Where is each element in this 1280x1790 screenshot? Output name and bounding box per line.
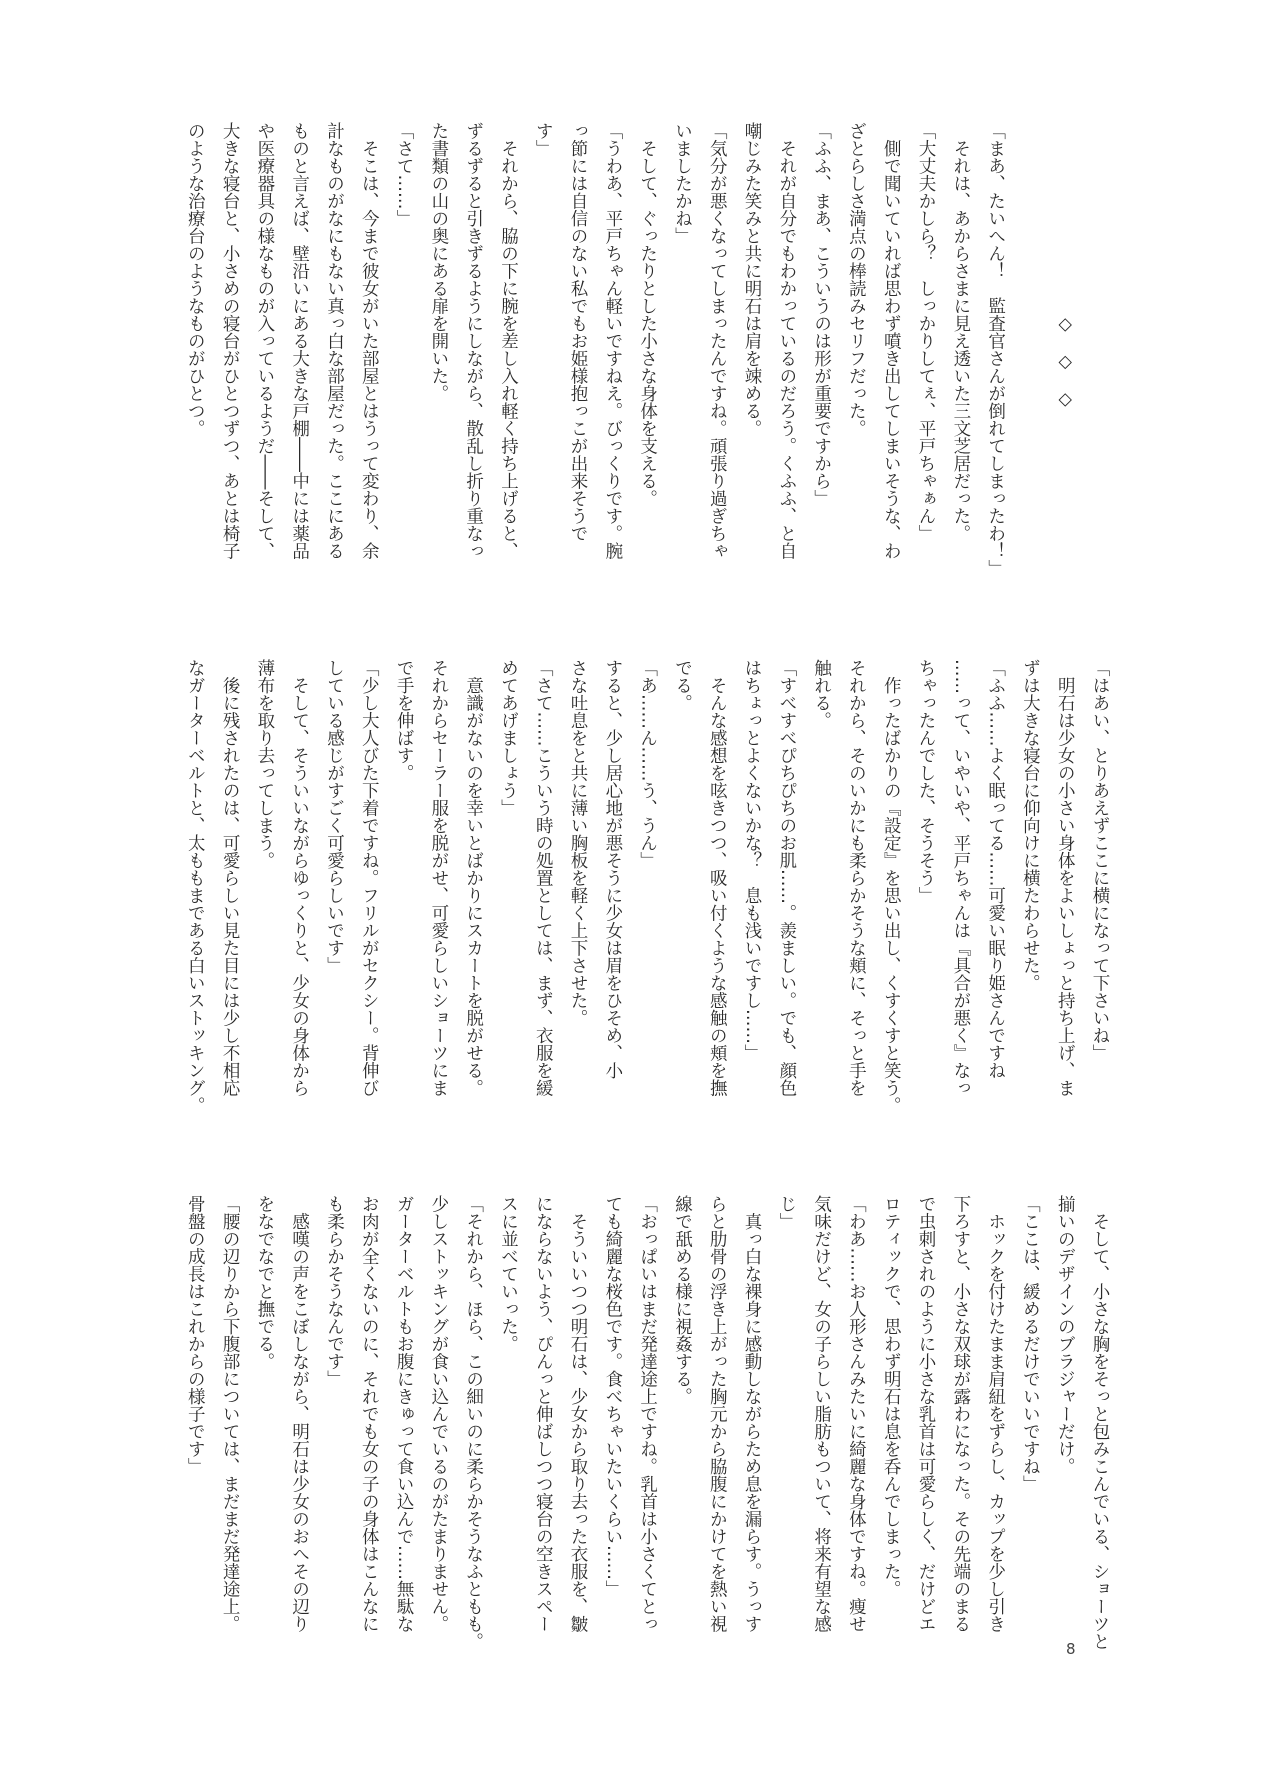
text-column: 作ったばかりの『設定』を思い出し、くすくすと笑う。	[881, 659, 902, 1114]
text-column: 「わあ……お人形さんみたいに綺麗な身体ですね。痩せ	[846, 1195, 867, 1633]
text-column: さな吐息をと共に薄い胸板を軽く上下させた。	[568, 659, 589, 1027]
text-column: ホックを付けたまま肩紐をずらし、カップを少し引き	[985, 1195, 1006, 1633]
text-column: 少しストッキングが食い込んでいるのがたまりません。	[428, 1195, 449, 1633]
text-column: や医療器具の様なものが入っているようだ――そして、	[254, 122, 275, 560]
text-column: している感じがすごく可愛らしいです」	[324, 659, 345, 974]
text-column: いましたかね」	[672, 122, 693, 245]
text-column: にならないよう、ぴんっと伸ばしつつ寝台の空きスペー	[533, 1195, 554, 1633]
text-column: そういいつつ明石は、少女から取り去った衣服を、皺	[568, 1195, 589, 1633]
text-column: 「それから、ほら、この細いのに柔らかそうなふともも。	[463, 1195, 484, 1650]
text-column: 「ふふ、まあ、こういうのは形が重要ですから」	[811, 122, 832, 507]
text-column: 計なものがなにもない真っ白な部屋だった。ここにある	[324, 122, 345, 560]
text-column: 「気分が悪くなってしまったんですね。頑張り過ぎちゃ	[707, 122, 728, 560]
text-column: す」	[533, 122, 554, 157]
text-column: そして、小さな胸をそっと包みこんでいる、ショーツと	[1090, 1195, 1110, 1650]
text-column: それは、あからさまに見え透いた三文芝居だった。	[950, 122, 971, 542]
text-column: 骨盤の成長はこれからの様子です」	[185, 1195, 206, 1475]
text-tier-top	[150, 122, 1117, 592]
text-column: 気味だけど、女の子らしい脂肪もついて、将来有望な感	[811, 1195, 832, 1633]
text-column: ものと言えば、壁沿いにある大きな戸棚――中には薬品	[289, 122, 310, 560]
text-column: で虫刺されのように小さな乳首は可愛らしく、だけどエ	[916, 1195, 937, 1633]
text-column: ガーターベルトもお腹にきゅって食い込んで……無駄な	[394, 1195, 415, 1633]
text-column: そして、ぐったりとした小さな身体を支える。	[637, 122, 658, 507]
text-column: 「さて……」	[394, 122, 415, 227]
text-column: 「あ……ん……う、うん」	[637, 659, 658, 869]
text-column: 嘲じみた笑みと共に明石は肩を竦める。	[742, 122, 763, 437]
text-column: それから、そのいかにも柔らかそうな頬に、そっと手を	[846, 659, 867, 1097]
text-column: で手を伸ばす。	[394, 659, 415, 782]
text-column: た書類の山の奥にある扉を開いた。	[428, 122, 449, 402]
page-number: 8	[1066, 1640, 1076, 1658]
text-column: ても綺麗な桜色です。食べちゃいたいくらい……」	[602, 1195, 623, 1598]
text-column: 後に残されたのは、可愛らしい見た目には少し不相応	[220, 659, 241, 1097]
text-column: じ」	[776, 1195, 797, 1230]
text-column: 触れる。	[811, 659, 832, 729]
text-column: ……って、いやいや、平戸ちゃんは『具合が悪く』なっ	[950, 659, 971, 1097]
text-column: それからセーラー服を脱がせ、可愛らしいショーツにま	[428, 659, 449, 1097]
text-column	[1013, 122, 1048, 592]
text-column: 薄布を取り去ってしまう。	[254, 659, 275, 869]
text-column: スに並べていった。	[498, 1195, 519, 1353]
text-column: 明石は少女の小さい身体をよいしょっと持ち上げ、ま	[1055, 659, 1076, 1097]
text-column: ざとらしさ満点の棒読みセリフだった。	[846, 122, 867, 437]
text-column: めてあげましょう」	[498, 659, 519, 817]
text-column: 「さて……こういう時の処置としては、まず、衣服を緩	[533, 659, 554, 1097]
text-column: 「ふふ……よく眠ってる……可愛い眠り姫さんですね	[985, 659, 1006, 1079]
text-column: すると、少し居心地が悪そうに少女は眉をひそめ、小	[602, 659, 623, 1079]
text-column: 「はあい、とりあえずここに横になって下さいね」	[1090, 659, 1110, 1062]
text-column: ロティックで、思わず明石は息を呑んでしまった。	[881, 1195, 902, 1598]
text-column: そこは、今まで彼女がいた部屋とはうって変わり、余	[359, 122, 380, 560]
text-column: 意識がないのを幸いとばかりにスカートを脱がせる。	[463, 659, 484, 1097]
text-column: そんな感想を呟きつつ、吸い付くような感触の頬を撫	[707, 659, 728, 1097]
text-column: でる。	[672, 659, 693, 712]
text-column: 大きな寝台と、小さめの寝台がひとつずつ、あとは椅子	[220, 122, 241, 560]
text-column: っ節には自信のない私でもお姫様抱っこが出来そうで	[568, 122, 589, 542]
text-column: それが自分でもわかっているのだろう。くふふ、と自	[776, 122, 797, 560]
text-column: らと肋骨の浮き上がった胸元から脇腹にかけてを熱い視	[707, 1195, 728, 1633]
text-column: 「腰の辺りから下腹部については、まだまだ発達途上。	[220, 1195, 241, 1633]
text-column: をなでなでと撫でる。	[254, 1195, 275, 1370]
text-column: 側で聞いていれば思わず噴き出してしまいそうな、わ	[881, 122, 902, 560]
text-column: ◇ ◇ ◇	[1055, 122, 1076, 410]
text-column: 「すべすべぴちぴちのお肌……。羨ましい。でも、顔色	[776, 659, 797, 1097]
text-column: はちょっとよくないかな？ 息も浅いですし……」	[742, 659, 763, 1062]
text-column: それから、脇の下に腕を差し入れ軽く持ち上げると、	[498, 122, 519, 560]
text-column: ちゃったんでした、そうそう」	[916, 659, 937, 904]
text-column: 「ここは、緩めるだけでいいですね」	[1020, 1195, 1041, 1493]
text-column	[1082, 122, 1117, 592]
text-column: お肉が全くないのに、それでも女の子の身体はこんなに	[359, 1195, 380, 1633]
text-tier-bottom	[150, 1195, 1117, 1665]
text-column: 下ろすと、小さな双球が露わになった。その先端のまる	[950, 1195, 971, 1633]
text-column: なガーターベルトと、太ももまである白いストッキング。	[185, 659, 206, 1114]
text-column: ずるずると引きずるようにしながら、散乱し折り重なっ	[463, 122, 484, 560]
text-column: 「大丈夫かしら？ しっかりしてぇ、平戸ちゃぁん」	[916, 122, 937, 542]
text-column: のような治療台のようなものがひとつ。	[185, 122, 206, 437]
text-column: も柔らかそうなんです」	[324, 1195, 345, 1388]
text-column: 真っ白な裸身に感動しながらため息を漏らす。うっす	[742, 1195, 763, 1633]
text-column: 線で舐める様に視姦する。	[672, 1195, 693, 1405]
text-column: 揃いのデザインのブラジャーだけ。	[1055, 1195, 1076, 1475]
text-column: 「まあ、たいへん！ 監査官さんが倒れてしまったわ！」	[985, 122, 1006, 577]
text-tier-middle	[150, 659, 1117, 1129]
text-column: ずは大きな寝台に仰向けに横たわらせた。	[1020, 659, 1041, 992]
text-column: 「うわあ、平戸ちゃん軽いですねえ。びっくりです。腕	[602, 122, 623, 560]
text-column: 「少し大人びた下着ですね。フリルがセクシー。背伸び	[359, 659, 380, 1097]
text-column: 「おっぱいはまだ発達途上ですね。乳首は小さくてとっ	[637, 1195, 658, 1633]
text-column: 感嘆の声をこぼしながら、明石は少女のおへその辺り	[289, 1195, 310, 1633]
text-column: そして、そういいながらゆっくりと、少女の身体から	[289, 659, 310, 1097]
